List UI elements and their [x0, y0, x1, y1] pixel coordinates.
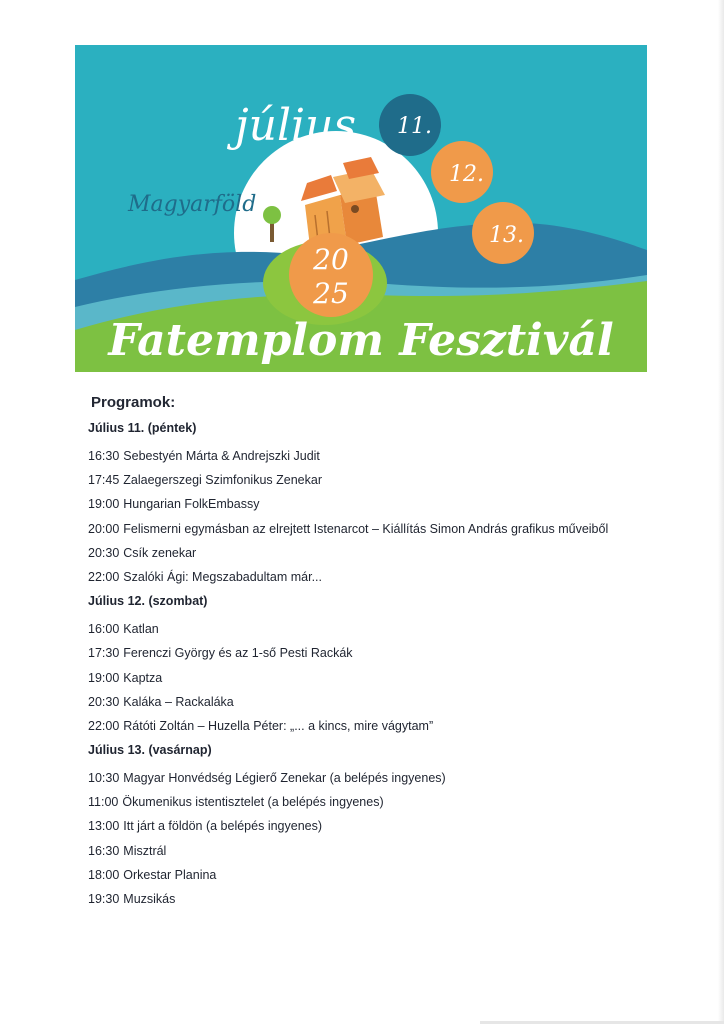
event-row [88, 844, 708, 858]
event-row [88, 892, 708, 906]
event-title: Kaláka – Rackaláka [123, 694, 234, 709]
event-time: 11:00 [88, 795, 119, 810]
event-time: 16:30 [88, 843, 120, 858]
event-time: 19:30 [88, 892, 120, 906]
day-title: Július 12. (szombat) [88, 594, 208, 609]
banner-festival-name: Fatemplom Fesztivál [108, 315, 614, 366]
banner-date-13: 13. [489, 223, 524, 248]
page-edge [718, 0, 724, 1024]
day-title: Július 11. (péntek) [88, 421, 197, 435]
event-title: Rátóti Zoltán – Huzella Péter: „... a kincs, mire vágytam” [123, 718, 434, 733]
banner-year-top: 20 [313, 243, 349, 276]
event-row [88, 522, 708, 536]
event-title: Csík zenekar [123, 545, 197, 560]
event-title: Itt járt a földön (a belépés ingyenes) [123, 819, 323, 834]
banner-date-11: 11. [397, 114, 432, 139]
banner-year-bottom: 25 [313, 277, 349, 310]
banner-month: július [235, 100, 357, 151]
event-time: 20:30 [88, 545, 120, 560]
event-row [88, 671, 708, 685]
event-time: 16:00 [88, 622, 120, 637]
event-row [88, 546, 708, 560]
event-time: 22:00 [88, 569, 120, 584]
event-time: 17:30 [88, 646, 120, 661]
event-row [88, 473, 708, 487]
event-row [88, 622, 708, 636]
banner-artwork [75, 45, 647, 372]
event-row [88, 646, 708, 660]
event-row [88, 570, 708, 584]
event-time: 10:30 [88, 771, 120, 786]
event-title: Muzsikás [123, 892, 176, 906]
event-row [88, 868, 708, 882]
event-time: 20:00 [88, 521, 120, 536]
event-row [88, 795, 708, 809]
event-time: 19:00 [88, 497, 120, 512]
program-list [88, 394, 708, 916]
event-time: 20:30 [88, 694, 120, 709]
event-title: Ferenczi György és az 1-ső Pesti Rackák [123, 646, 353, 661]
day-section-3 [88, 743, 708, 906]
event-title: Misztrál [123, 843, 167, 858]
event-title: Orkestar Planina [123, 867, 217, 882]
event-title: Sebestyén Márta & Andrejszki Judit [123, 449, 320, 463]
event-time: 18:00 [88, 867, 120, 882]
event-time: 16:30 [88, 449, 120, 463]
event-time: 13:00 [88, 819, 120, 834]
event-time: 17:45 [88, 473, 120, 488]
festival-banner [75, 45, 647, 372]
event-title: Ökumenikus istentisztelet (a belépés ingyenes) [122, 795, 384, 810]
event-title: Zalaegerszegi Szimfonikus Zenekar [123, 473, 322, 488]
programs-title: Programok: [91, 394, 176, 411]
banner-date-12: 12. [449, 162, 484, 187]
event-time: 22:00 [88, 718, 120, 733]
event-time: 19:00 [88, 670, 120, 685]
event-title: Felismerni egymásban az elrejtett Istenarcot – Kiállítás Simon András grafikus műveiből [123, 521, 609, 536]
event-row [88, 695, 708, 709]
event-title: Szalóki Ági: Megszabadultam már... [123, 569, 322, 584]
event-row [88, 497, 708, 511]
event-title: Katlan [123, 622, 159, 637]
event-title: Kaptza [123, 670, 163, 685]
tree-crown [263, 206, 281, 224]
event-row [88, 449, 708, 463]
banner-location: Magyarföld [128, 192, 257, 217]
event-row [88, 719, 708, 733]
event-row [88, 771, 708, 785]
day-title: Július 13. (vasárnap) [88, 743, 212, 758]
day-section-2 [88, 594, 708, 733]
day-section-1 [88, 421, 708, 584]
event-title: Hungarian FolkEmbassy [123, 497, 260, 512]
event-title: Magyar Honvédség Légierő Zenekar (a belépés ingyenes) [123, 771, 446, 786]
event-row [88, 819, 708, 833]
